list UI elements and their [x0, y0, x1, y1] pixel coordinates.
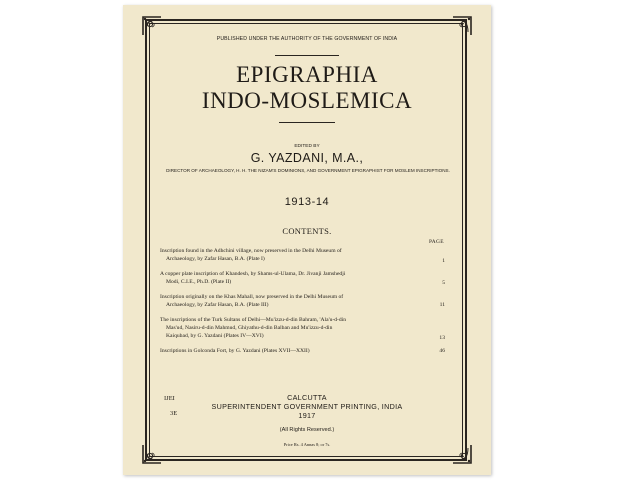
entry-page-number: 5: [442, 280, 445, 286]
authority-line: PUBLISHED UNDER THE AUTHORITY OF THE GOVERNMENT OF INDIA: [216, 36, 398, 42]
entry-line: Inscription found in the Adhchini village, now preserved in the Delhi Museum of: [160, 248, 342, 254]
editor-name: G. YAZDANI, M.A.,: [250, 151, 364, 165]
contents-entry: [160, 270, 422, 286]
entry-line: The inscriptions of the Turk Sultans of Delhi—Mu'izzu-d-din Bahram, 'Ala'u-d-din: [160, 317, 347, 323]
page-title-line1: EPIGRAPHIA: [236, 62, 378, 87]
entry-page-number: 1: [442, 258, 445, 264]
contents-entry: [160, 316, 422, 340]
catalog-code: IJEI: [164, 395, 175, 402]
editor-designation: DIRECTOR OF ARCHAEOLOGY, H. H. THE NIZAM'S DOMINIONS, AND GOVERNMENT EPIGRAPHIST FOR MOSLEM INSCRIPTIONS.: [166, 168, 450, 173]
corner-ornament-icon: [141, 15, 163, 37]
entry-line: Archaeology, by Zafar Hasan, B.A. (Plate I): [166, 256, 265, 262]
entry-line: Inscription originally on the Khas Mahall, now preserved in the Delhi Museum of: [160, 294, 344, 300]
edited-by-label: EDITED BY: [294, 144, 320, 149]
catalog-code: 3E: [170, 410, 178, 417]
divider: [275, 55, 339, 56]
entry-line: Archaeology, by Zafar Hasan, B.A. (Plate III): [166, 302, 269, 308]
entry-line: Kaiqubad, by G. Yazdani (Plates IV—XVI): [166, 333, 264, 339]
page-title-line2: INDO-MOSLEMICA: [201, 88, 413, 113]
contents-entry: [160, 293, 422, 309]
entry-page-number: 13: [439, 335, 445, 341]
entry-line: A copper plate inscription of Khandesh, by Shams-ul-Ulama, Dr. Jivanji Jamshedji: [160, 271, 346, 277]
entry-page-number: 11: [439, 302, 445, 308]
entry-line: Modi, C.I.E., Ph.D. (Plate II): [166, 279, 232, 285]
page-column-label: PAGE: [429, 239, 444, 245]
contents-entry: [160, 347, 422, 355]
entry-page-number: 46: [439, 348, 445, 354]
price-line: Price Rs. 4 Annas 8; or 7s.: [283, 442, 331, 447]
contents-heading: CONTENTS.: [282, 226, 332, 236]
volume-year: 1913-14: [284, 196, 330, 208]
imprint-year: 1917: [298, 411, 316, 420]
corner-ornament-icon: [451, 15, 473, 37]
imprint-printer: SUPERINTENDENT GOVERNMENT PRINTING, INDIA: [211, 402, 403, 411]
entry-line: Mas'ud, Nasiru-d-din Mahmud, Ghiyathu-d-din Balban and Mu'izzu-d-din: [166, 325, 333, 331]
divider: [279, 122, 335, 123]
title-page: [123, 5, 491, 475]
entry-line: Inscriptions in Golconda Fort, by G. Yazdani (Plates XVII—XXII): [160, 348, 310, 354]
contents-entry: [160, 247, 422, 263]
rights-notice: (All Rights Reserved.): [279, 427, 335, 433]
imprint-city: CALCUTTA: [287, 393, 327, 402]
